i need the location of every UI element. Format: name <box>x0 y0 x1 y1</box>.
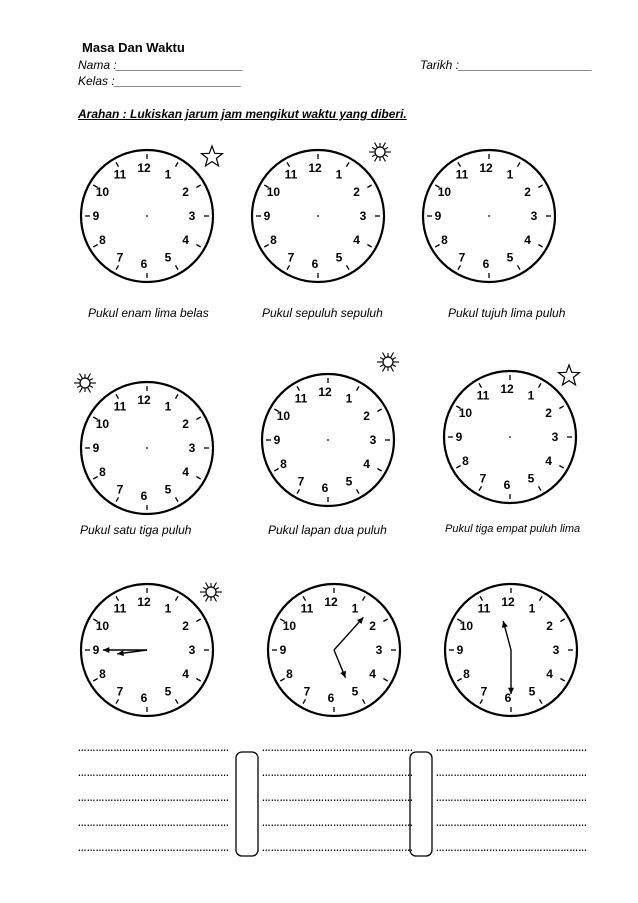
clock-number: 3 <box>369 433 377 447</box>
clock-number: 11 <box>476 388 490 403</box>
hour-tick <box>196 619 200 622</box>
answer-line[interactable]: …………………………………………… <box>78 815 230 831</box>
clock-number: 11 <box>284 167 298 182</box>
hour-tick <box>116 394 119 398</box>
clock-number: 1 <box>164 601 172 616</box>
clock-number: 4 <box>182 233 189 247</box>
clock-number: 10 <box>458 406 473 420</box>
answer-line[interactable]: …………………………………………… <box>436 790 588 806</box>
clock-number: 12 <box>501 595 515 609</box>
hour-tick <box>383 619 387 622</box>
hour-tick <box>196 245 200 248</box>
clock-number: 4 <box>369 667 376 681</box>
clock-center <box>146 215 148 217</box>
clock-number: 1 <box>527 388 535 403</box>
clock-number: 3 <box>552 643 560 657</box>
hour-tick <box>116 162 119 166</box>
clock-number: 6 <box>327 691 335 705</box>
caption-clock-1: Pukul enam lima belas <box>88 306 209 320</box>
clock-number: 2 <box>363 409 370 423</box>
answer-line[interactable]: …………………………………………… <box>436 815 588 831</box>
clock-number: 3 <box>188 643 196 657</box>
hour-tick <box>116 699 119 703</box>
hour-tick <box>560 619 564 622</box>
clock-number: 11 <box>455 167 469 182</box>
caption-clock-5: Pukul lapan dua puluh <box>268 523 387 537</box>
caption-clock-6: Pukul tiga empat puluh lima <box>445 523 581 535</box>
hour-tick <box>297 489 300 493</box>
clock-number: 3 <box>188 209 196 223</box>
clock-9 <box>445 584 577 716</box>
minute-hand <box>334 617 363 650</box>
clock-number: 7 <box>458 250 466 265</box>
answer-line[interactable]: …………………………………………… <box>262 740 414 756</box>
clock-number: 6 <box>321 481 329 495</box>
sun-icon <box>377 352 399 371</box>
clock-number: 2 <box>524 185 531 199</box>
clock-number: 12 <box>137 161 151 175</box>
hour-tick <box>176 162 179 166</box>
hour-tick <box>176 497 179 501</box>
clock-number: 7 <box>297 474 305 489</box>
hour-tick <box>457 679 461 682</box>
hour-tick <box>479 383 482 387</box>
clock-number: 12 <box>479 161 493 175</box>
hour-tick <box>377 409 381 412</box>
answer-line[interactable]: …………………………………………… <box>436 765 588 781</box>
hour-tick <box>176 394 179 398</box>
clock-number: 2 <box>353 185 360 199</box>
clock-number: 6 <box>140 257 148 271</box>
clock-number: 10 <box>95 185 110 199</box>
class-field[interactable]: Kelas :___________________ <box>78 74 242 88</box>
hour-tick <box>480 699 483 703</box>
answer-line[interactable]: …………………………………………… <box>262 790 414 806</box>
clock-number: 6 <box>140 691 148 705</box>
hour-tick <box>538 245 542 248</box>
clock-number: 7 <box>479 471 487 486</box>
clock-number: 4 <box>524 233 531 247</box>
hour-tick <box>479 486 482 490</box>
clock-number: 9 <box>92 643 100 657</box>
clock-number: 9 <box>279 643 287 657</box>
clock-number: 7 <box>116 250 124 265</box>
hour-tick <box>383 679 387 682</box>
clock-number: 12 <box>500 382 514 396</box>
minute-hand-head <box>103 647 109 653</box>
hour-tick <box>518 162 521 166</box>
hour-tick <box>116 265 119 269</box>
clock-number: 2 <box>182 417 189 431</box>
clock-number: 3 <box>188 441 196 455</box>
answer-line[interactable]: …………………………………………… <box>436 840 588 856</box>
answer-line[interactable]: …………………………………………… <box>78 790 230 806</box>
clock-2 <box>252 150 384 282</box>
clock-number: 8 <box>99 465 106 479</box>
hour-tick <box>297 386 300 390</box>
hour-tick <box>347 265 350 269</box>
clock-number: 8 <box>99 233 106 247</box>
hour-tick <box>116 596 119 600</box>
answer-line[interactable]: …………………………………………… <box>78 740 230 756</box>
clock-7 <box>81 584 213 716</box>
answer-line[interactable]: …………………………………………… <box>78 840 230 856</box>
clock-number: 11 <box>113 167 127 182</box>
clock-center <box>327 439 329 441</box>
clock-number: 12 <box>137 393 151 407</box>
clock-number: 4 <box>545 454 552 468</box>
hour-tick <box>458 162 461 166</box>
clock-number: 9 <box>92 441 100 455</box>
clock-number: 8 <box>99 667 106 681</box>
clock-number: 5 <box>164 684 172 699</box>
hour-tick <box>196 185 200 188</box>
page-title: Masa Dan Waktu <box>82 40 185 55</box>
hour-tick <box>480 596 483 600</box>
hour-tick <box>435 245 439 248</box>
hour-tick <box>274 469 278 472</box>
clock-number: 8 <box>463 667 470 681</box>
answer-divider-box <box>236 752 258 856</box>
hour-tick <box>287 265 290 269</box>
hour-tick <box>538 185 542 188</box>
clock-number: 7 <box>287 250 295 265</box>
clock-number: 10 <box>276 409 291 423</box>
hour-tick <box>539 486 542 490</box>
hour-tick <box>93 679 97 682</box>
clock-number: 4 <box>363 457 370 471</box>
hour-tick <box>347 162 350 166</box>
clock-center <box>488 215 490 217</box>
star-icon <box>559 365 580 385</box>
clock-number: 5 <box>345 474 353 489</box>
clock-number: 8 <box>286 667 293 681</box>
hour-tick <box>357 489 360 493</box>
clock-number: 7 <box>116 482 124 497</box>
answer-line[interactable]: …………………………………………… <box>436 740 588 756</box>
hour-tick <box>456 466 460 469</box>
clock-number: 12 <box>324 595 338 609</box>
clock-number: 12 <box>318 385 332 399</box>
clock-number: 9 <box>92 209 100 223</box>
hour-tick <box>176 596 179 600</box>
hour-tick <box>458 265 461 269</box>
clock-8 <box>268 584 400 716</box>
clock-number: 2 <box>182 185 189 199</box>
clock-number: 9 <box>455 430 463 444</box>
clock-number: 4 <box>353 233 360 247</box>
clock-number: 6 <box>311 257 319 271</box>
sun-icon <box>369 142 391 161</box>
hour-tick <box>363 699 366 703</box>
clock-number: 8 <box>441 233 448 247</box>
hour-tick <box>196 417 200 420</box>
hour-tick <box>280 679 284 682</box>
clock-number: 7 <box>303 684 311 699</box>
clock-number: 3 <box>530 209 538 223</box>
clock-number: 5 <box>164 482 172 497</box>
clock-number: 7 <box>116 684 124 699</box>
hour-tick <box>559 406 563 409</box>
clock-number: 12 <box>137 595 151 609</box>
clock-number: 1 <box>164 167 172 182</box>
clock-number: 8 <box>270 233 277 247</box>
hour-tick <box>264 245 268 248</box>
caption-clock-4: Pukul satu tiga puluh <box>80 523 192 537</box>
hour-tick <box>518 265 521 269</box>
clock-number: 3 <box>359 209 367 223</box>
clock-3 <box>423 150 555 282</box>
clock-4 <box>81 382 213 514</box>
instruction: Arahan : Lukiskan jarum jam mengikut waktu yang diberi. <box>78 107 407 121</box>
clock-center <box>146 447 148 449</box>
clock-number: 10 <box>95 417 110 431</box>
clock-number: 9 <box>263 209 271 223</box>
clock-number: 10 <box>266 185 281 199</box>
hour-tick <box>196 679 200 682</box>
clock-number: 2 <box>182 619 189 633</box>
hour-tick <box>176 265 179 269</box>
clock-number: 7 <box>480 684 488 699</box>
clock-number: 8 <box>462 454 469 468</box>
hour-tick <box>93 245 97 248</box>
clock-number: 1 <box>345 391 353 406</box>
clock-number: 1 <box>164 399 172 414</box>
clock-number: 4 <box>182 465 189 479</box>
sun-icon <box>200 582 222 601</box>
date-field[interactable]: Tarikh :____________________ <box>420 58 593 72</box>
clock-number: 1 <box>506 167 514 182</box>
hour-tick <box>357 386 360 390</box>
clock-number: 6 <box>503 478 511 492</box>
hour-tick <box>540 596 543 600</box>
clock-number: 1 <box>528 601 536 616</box>
hour-tick <box>559 466 563 469</box>
clock-number: 6 <box>504 691 512 705</box>
hour-tick <box>540 699 543 703</box>
clock-number: 5 <box>164 250 172 265</box>
hour-tick <box>93 477 97 480</box>
caption-clock-3: Pukul tujuh lima puluh <box>448 306 566 320</box>
hour-tick <box>560 679 564 682</box>
hour-tick <box>116 497 119 501</box>
clock-1 <box>81 150 213 282</box>
clock-number: 5 <box>506 250 514 265</box>
clock-number: 5 <box>351 684 359 699</box>
clock-number: 11 <box>300 601 314 616</box>
clock-number: 10 <box>95 619 110 633</box>
clock-6 <box>444 371 576 503</box>
clock-number: 4 <box>546 667 553 681</box>
clock-number: 6 <box>482 257 490 271</box>
clock-number: 9 <box>456 643 464 657</box>
answer-line[interactable]: …………………………………………… <box>262 815 414 831</box>
clock-number: 8 <box>280 457 287 471</box>
clock-number: 5 <box>335 250 343 265</box>
clock-number: 10 <box>459 619 474 633</box>
clock-number: 1 <box>351 601 359 616</box>
hour-tick <box>377 469 381 472</box>
hour-tick <box>287 162 290 166</box>
clock-number: 5 <box>528 684 536 699</box>
hour-tick <box>367 185 371 188</box>
clock-number: 11 <box>294 391 308 406</box>
clock-number: 11 <box>113 399 127 414</box>
caption-clock-2: Pukul sepuluh sepuluh <box>262 306 383 320</box>
clock-number: 10 <box>282 619 297 633</box>
name-field[interactable]: Nama :___________________ <box>78 58 244 72</box>
clock-5 <box>262 374 394 506</box>
clock-number: 2 <box>546 619 553 633</box>
clock-center <box>509 436 511 438</box>
clock-number: 6 <box>140 489 148 503</box>
hour-tick <box>539 383 542 387</box>
clock-number: 10 <box>437 185 452 199</box>
clock-number: 9 <box>273 433 281 447</box>
clock-number: 2 <box>545 406 552 420</box>
clock-number: 11 <box>477 601 491 616</box>
answer-line[interactable]: …………………………………………… <box>78 765 230 781</box>
clock-center <box>317 215 319 217</box>
hour-tick <box>176 699 179 703</box>
hour-tick <box>303 699 306 703</box>
sun-icon <box>74 373 96 392</box>
clock-number: 2 <box>369 619 376 633</box>
clock-number: 5 <box>527 471 535 486</box>
answer-line[interactable]: …………………………………………… <box>262 840 414 856</box>
star-icon <box>202 146 223 166</box>
clock-number: 9 <box>434 209 442 223</box>
hour-tick <box>363 596 366 600</box>
hour-tick <box>196 477 200 480</box>
answer-line[interactable]: …………………………………………… <box>262 765 414 781</box>
clock-number: 11 <box>113 601 127 616</box>
clock-number: 3 <box>551 430 559 444</box>
clock-number: 4 <box>182 667 189 681</box>
hour-tick <box>367 245 371 248</box>
clock-number: 3 <box>375 643 383 657</box>
clock-number: 1 <box>335 167 343 182</box>
hour-tick <box>303 596 306 600</box>
clock-number: 12 <box>308 161 322 175</box>
